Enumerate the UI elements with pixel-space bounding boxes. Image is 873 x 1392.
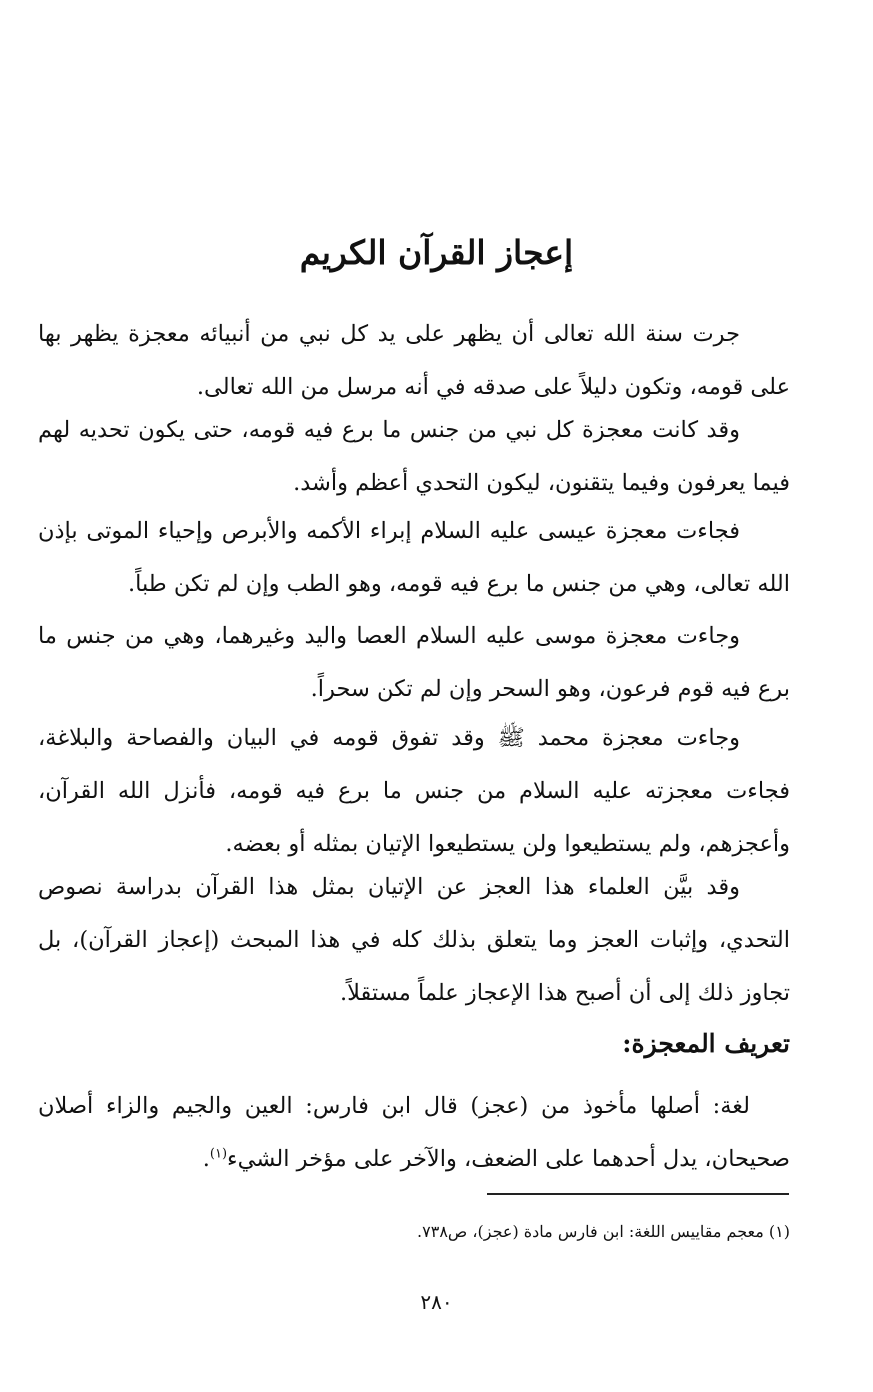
paragraph-2: وقد كانت معجزة كل نبي من جنس ما برع فيه قومه، حتى يكون تحديه لهم فيما يعرفون وفيما يتقنون، ليكون التحدي أعظم وأشد. [38, 417, 790, 496]
paragraph-1: جرت سنة الله تعالى أن يظهر على يد كل نبي من أنبيائه معجزة يظهر بها على قومه، وتكون دليلاً على صدقه في أنه مرسل من الله تعالى. [38, 321, 790, 400]
section-heading: تعريف المعجزة: [622, 1029, 790, 1058]
definition-end: . [202, 1146, 210, 1172]
page-title: إعجاز القرآن الكريم [299, 233, 574, 272]
definition-text: لغة: أصلها مأخوذ من (عجز) قال ابن فارس: العين والجيم والزاء أصلان صحيحان، يدل أحدهما على الضعف، والآخر على مؤخر الشيء [38, 1093, 790, 1172]
paragraph-6: وقد بيَّن العلماء هذا العجز عن الإتيان بمثل هذا القرآن بدراسة نصوص التحدي، وإثبات العجز وما يتعلق بذلك كله في هذا المبحث (إعجاز القرآن)، بل تجاوز ذلك إلى أن أصبح هذا الإعجاز علماً مستقلاً. [38, 874, 790, 1006]
footnote: (١) معجم مقاييس اللغة: ابن فارس مادة (عجز)، ص٧٣٨. [417, 1222, 790, 1241]
page-number: ٢٨٠ [420, 1290, 453, 1314]
definition-paragraph [38, 1080, 790, 1186]
paragraph-4: وجاءت معجزة موسى عليه السلام العصا واليد وغيرهما، وهي من جنس ما برع فيه قوم فرعون، وهو السحر وإن لم تكن سحراً. [38, 623, 790, 702]
footnote-reference[interactable]: (١) [209, 1146, 228, 1162]
paragraph-3: فجاءت معجزة عيسى عليه السلام إبراء الأكمه والأبرص وإحياء الموتى بإذن الله تعالى، وهي من جنس ما برع فيه قومه، وهو الطب وإن لم تكن طباً. [38, 518, 790, 597]
paragraph-5: وجاءت معجزة محمد ﷺ وقد تفوق قومه في البيان والفصاحة والبلاغة، فجاءت معجزته عليه السلام من جنس ما برع فيه قومه، فأنزل الله القرآن، وأعجزهم، ولم يستطيعوا ولن يستطيعوا الإتيان بمثله أو بعضه. [38, 725, 790, 857]
footnote-divider [487, 1193, 789, 1195]
